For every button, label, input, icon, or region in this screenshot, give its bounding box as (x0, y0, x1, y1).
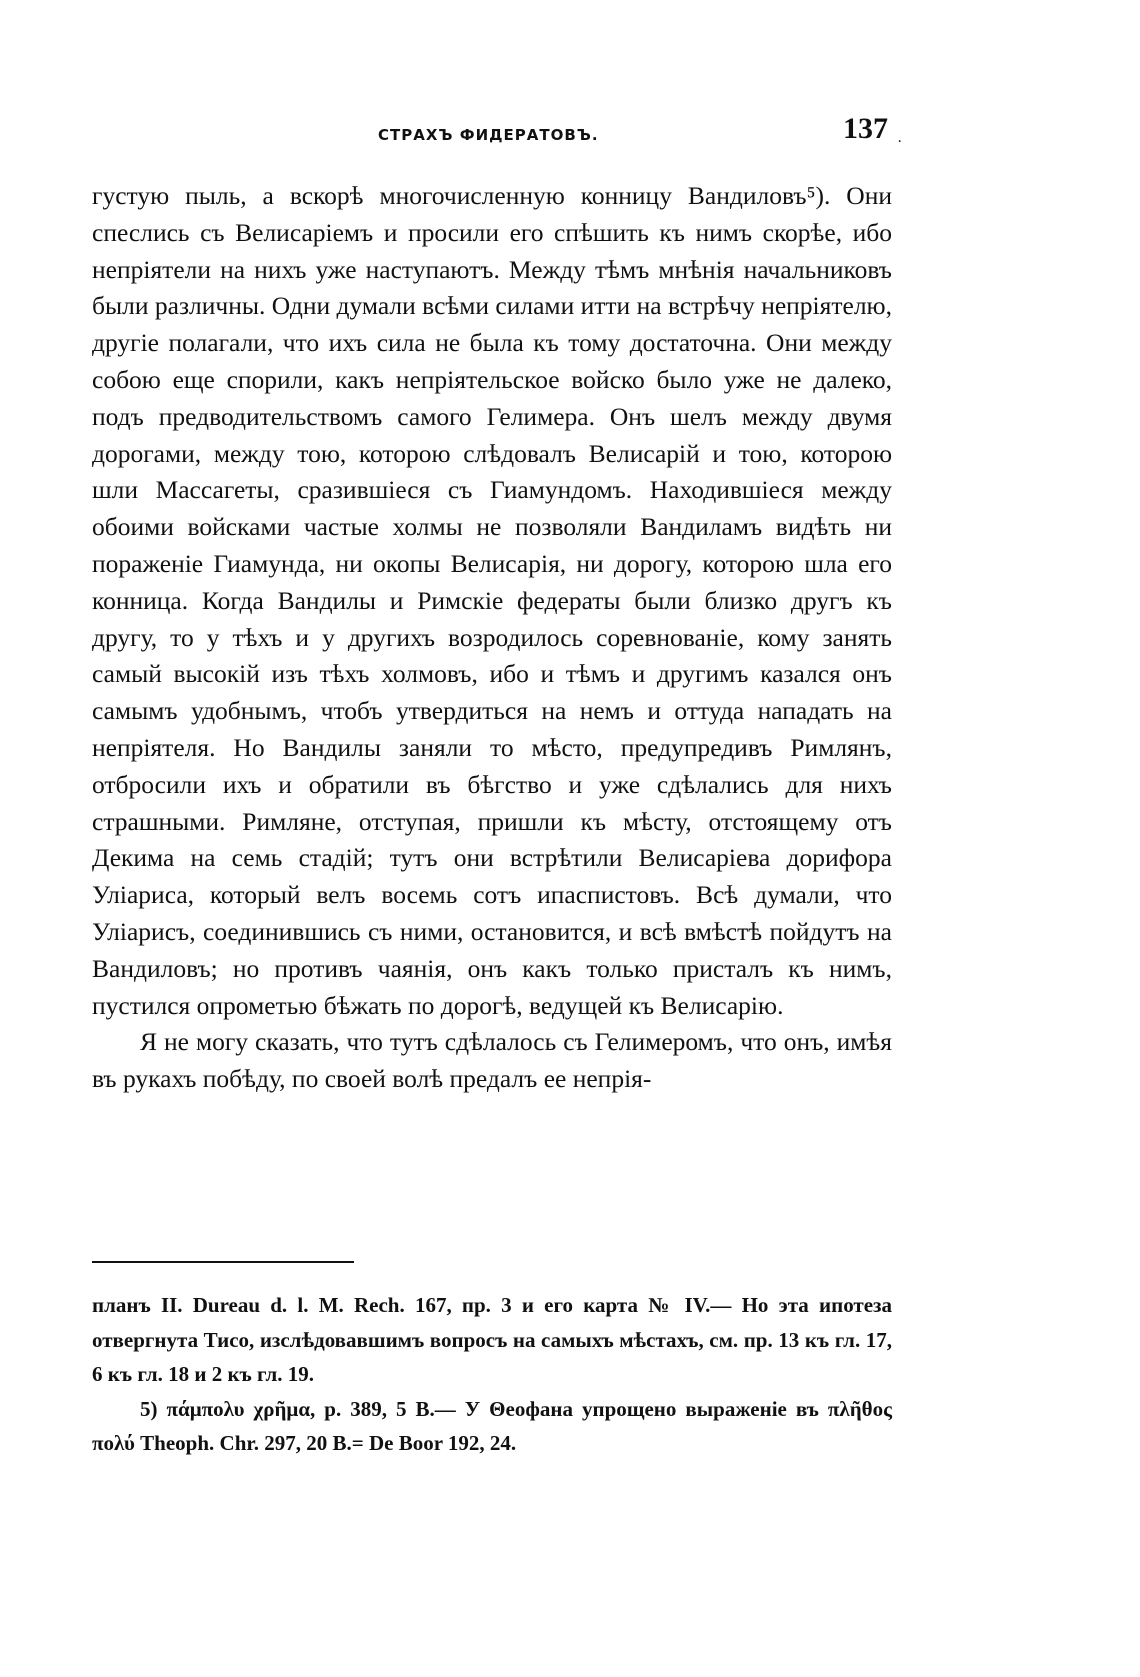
main-text (92, 178, 892, 1098)
print-speck: · (897, 134, 902, 150)
footnotes (92, 1288, 892, 1461)
page-number: 137 (843, 112, 888, 145)
page-header (90, 112, 902, 152)
paragraph: густую пыль, а вскорѣ многочисленную конницу Вандиловъ⁵). Они спеслись съ Велисаріемъ и просили его спѣшить къ нимъ скорѣе, ибо непріятели на нихъ уже наступаютъ. Между тѣмъ мнѣнія начальниковъ были различны. Одни думали всѣми силами итти на встрѣчу непріятелю, другіе полагали, что ихъ сила не была къ тому достаточна. Они между собою еще спорили, какъ непріятельское войско было уже не далеко, подъ предводительствомъ самого Гелимера. Онъ шелъ между двумя дорогами, между тою, которою слѣдовалъ Велисарій и тою, которою шли Массагеты, сразившіеся съ Гиамундомъ. Находившіеся между обоими войсками частые холмы не позволяли Вандиламъ видѣть ни пораженіе Гиамунда, ни окопы Велисарія, ни дорогу, которою шла его конница. Когда Вандилы и Римскіе федераты были близко другъ къ другу, то у тѣхъ и у другихъ возродилось соревнованіе, кому занять самый высокій изъ тѣхъ холмовъ, ибо и тѣмъ и другимъ казался онъ самымъ удобнымъ, чтобъ утвердиться на немъ и оттуда нападать на непріятеля. Но Вандилы заняли то мѣсто, предупредивъ Римлянъ, отбросили ихъ и обратили въ бѣгство и уже сдѣлались для нихъ страшными. Римляне, отступая, пришли къ мѣсту, отстоящему отъ Декима на семь стадій; тутъ они встрѣтили Велисаріева дорифора Уліариса, который велъ восемь сотъ ипаспистовъ. Всѣ думали, что Уліарисъ, соединившись съ ними, остановится, и всѣ вмѣстѣ пойдутъ на Вандиловъ; но противъ чаянія, онъ какъ только присталъ къ нимъ, пустился опрометью бѣжать по дорогѣ, ведущей къ Велисарію. (92, 181, 892, 1020)
paragraph: Я не могу сказать, что тутъ сдѣлалось съ Гелимеромъ, что онъ, имѣя въ рукахъ побѣду, по своей волѣ предалъ ее непрія- (92, 1027, 892, 1094)
footnote-continued: планъ II. Dureau d. l. M. Rech. 167, пр. 3 и его карта № IV.— Но эта ипотеза отвергнута Тисо, изслѣдовавшимъ вопросъ на самыхъ мѣстахъ, см. пр. 13 къ гл. 17, 6 къ гл. 18 и 2 къ гл. 19. (92, 1293, 892, 1386)
footnote-5: 5) πάμπολυ χρῆμα, p. 389, 5 B.— У Θеофана упрощено выраженіе въ πλῆθος πολύ Theoph. Chr. 297, 20 B.= De Boor 192, 24. (92, 1396, 892, 1455)
footnote-divider (92, 1261, 354, 1263)
running-title: СТРАХЪ ФИДЕРАТОВЪ. (378, 126, 599, 144)
